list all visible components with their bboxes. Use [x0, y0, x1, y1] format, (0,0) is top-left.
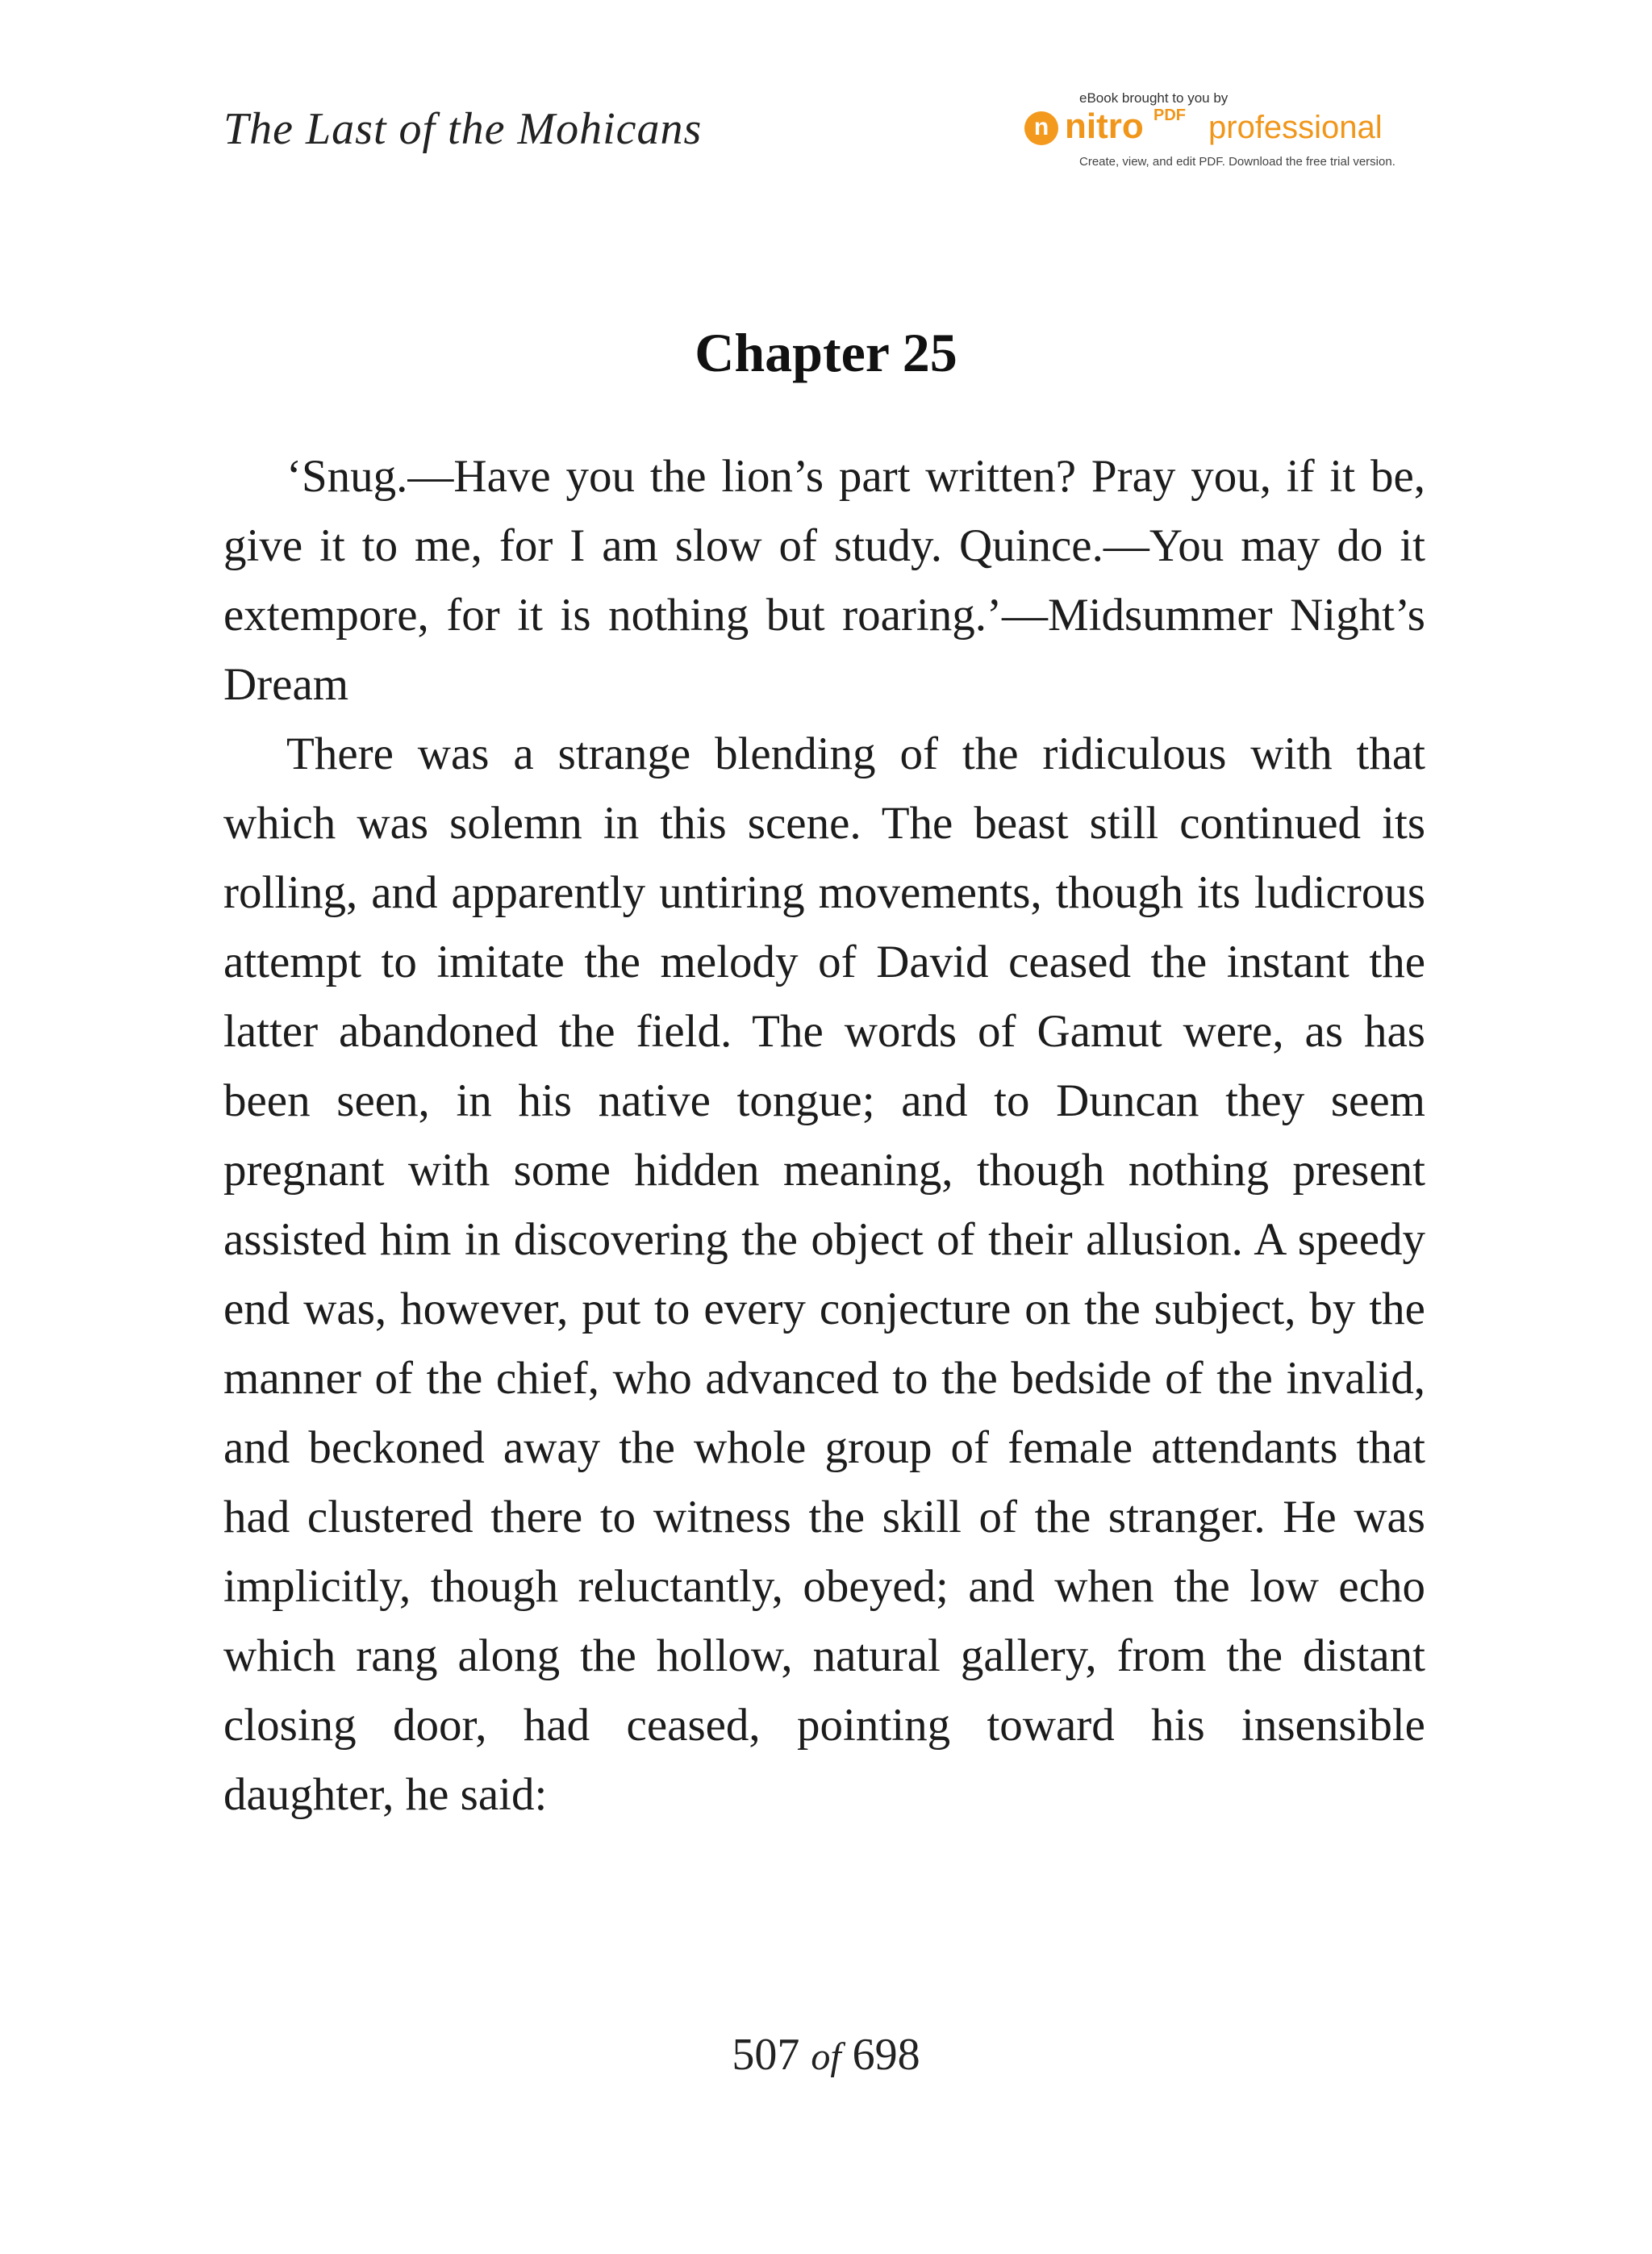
banner-product: professional [1208, 110, 1383, 145]
chapter-title: Chapter 25 [695, 322, 957, 383]
body-paragraph: There was a strange blending of the ridiculous with that which was solemn in this scene. The beast still continued its rolling, and apparently untiring movements, though its ludicrous attempt to imitate the melody of David ceased the instant the latter abandoned the field. The words of Gamut were, as has been seen, in his native tongue; and to Duncan they seem pregnant with some hidden meaning, though nothing present assisted him in discovering the object of their allusion. A speedy end was, however, put to every conjecture on the subject, by the manner of the chief, who advanced to the bedside of the invalid, and beckoned away the whole group of female attendants that had clustered there to witness the skill of the stranger. He was implicitly, though reluctantly, obeyed; and when the low echo which rang along the hollow, natural gallery, from the distant closing door, had ceased, pointing toward his insensible daughter, he said: [223, 728, 1425, 1820]
epigraph-paragraph: ‘Snug.—Have you the lion’s part written? Pray you, if it be, give it to me, for I am slow of study. Quince.—You may do it extempore, for it is nothing but roaring.’—Midsummer Night’s Dream [223, 451, 1425, 710]
page-of-label: of [811, 2035, 841, 2078]
nitro-pdf-banner[interactable] [1024, 90, 1404, 171]
page-number [0, 2029, 1652, 2081]
banner-bottom-line: Create, view, and edit PDF. Download the free trial version. [1079, 155, 1395, 169]
chapter-body [223, 442, 1425, 1830]
nitro-logo-icon: n [1024, 111, 1058, 145]
total-pages: 698 [852, 2030, 920, 2080]
banner-brand-sup: PDF [1153, 106, 1186, 124]
banner-top-line: eBook brought to you by [1079, 90, 1229, 106]
current-page: 507 [732, 2030, 800, 2080]
running-head-book-title: The Last of the Mohicans [223, 104, 703, 154]
banner-brand: nitro [1065, 106, 1144, 146]
